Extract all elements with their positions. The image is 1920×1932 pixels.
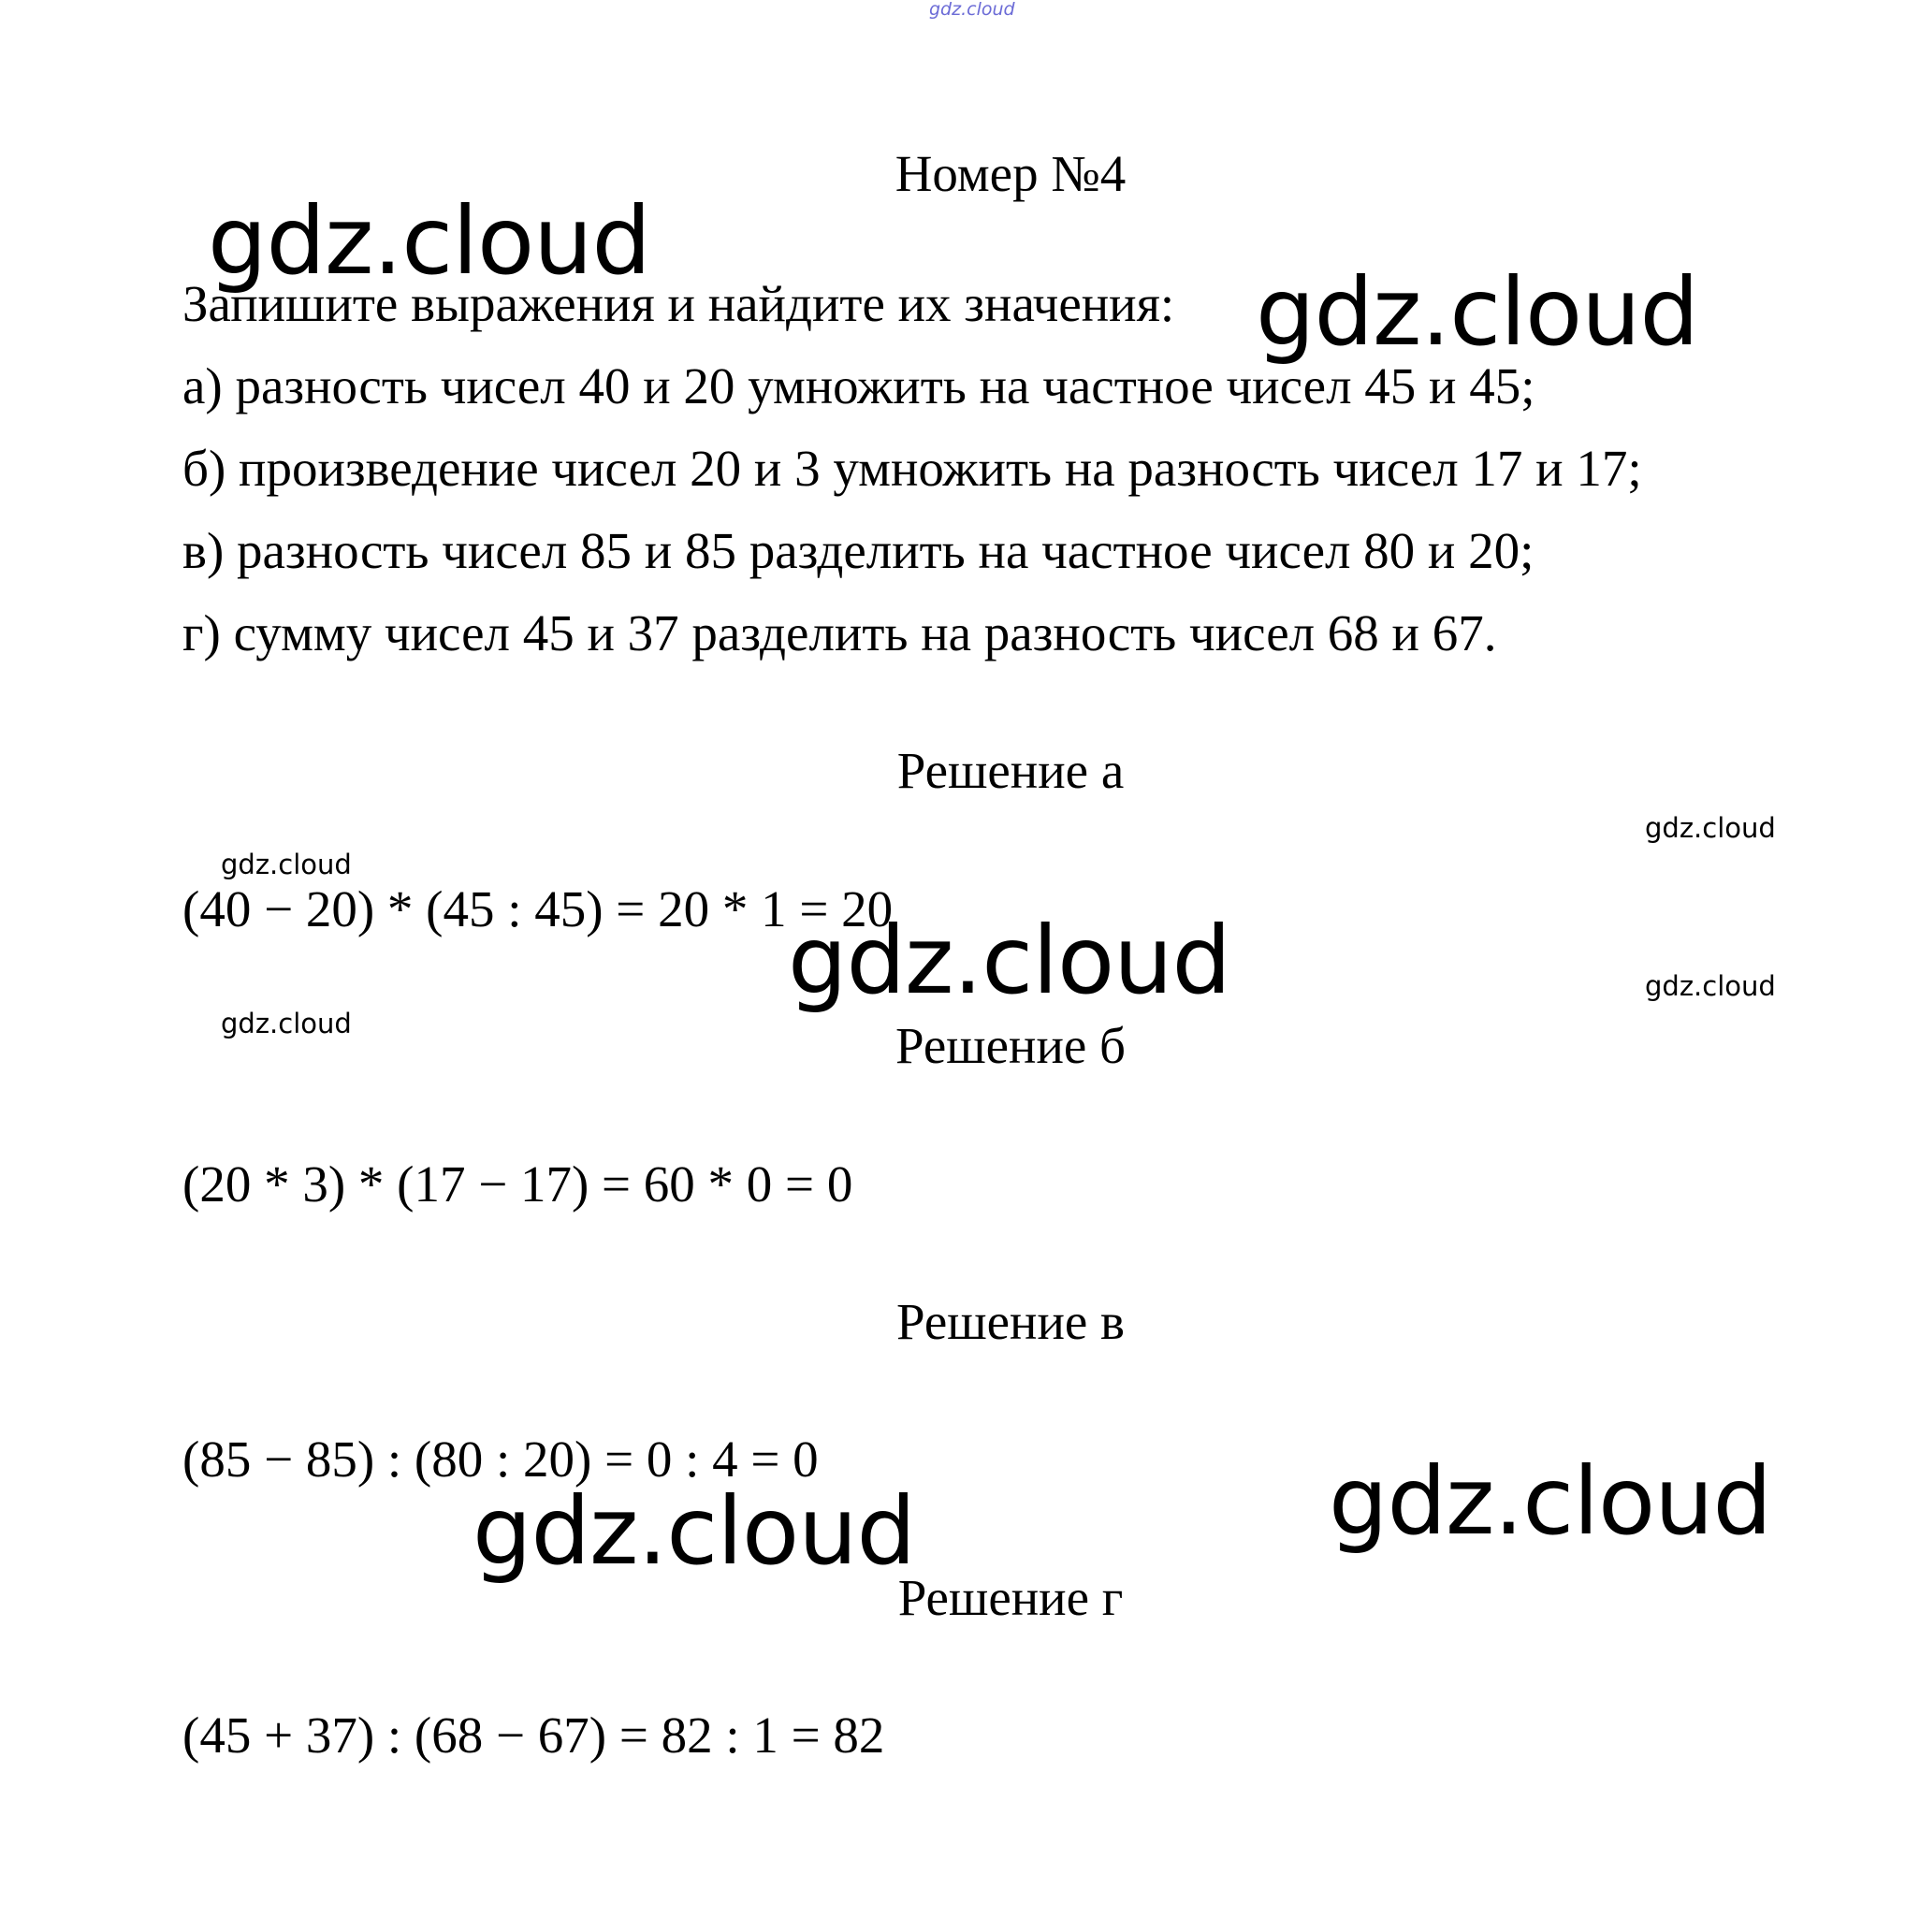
watermark-logo: gdz.cloud [1256, 257, 1699, 367]
solution-expression-b: (20 * 3) * (17 − 17) = 60 * 0 = 0 [182, 1155, 853, 1213]
task-item-b: б) произведение чисел 20 и 3 умножить на разность чисел 17 и 17; [182, 440, 1642, 497]
task-item-v: в) разность чисел 85 и 85 разделить на частное чисел 80 и 20; [182, 522, 1535, 579]
solution-expression-v: (85 − 85) : (80 : 20) = 0 : 4 = 0 [182, 1431, 819, 1488]
watermark-logo: gdz.cloud [208, 186, 651, 296]
solution-expression-g: (45 + 37) : (68 − 67) = 82 : 1 = 82 [182, 1707, 885, 1764]
task-intro: Запишите выражения и найдите их значения: [182, 275, 1175, 332]
watermark-top-link[interactable]: gdz.cloud [929, 0, 1015, 20]
watermark-logo: gdz.cloud [1329, 1446, 1772, 1556]
watermark-logo: gdz.cloud [1645, 970, 1776, 1002]
page-title: Номер №4 [895, 145, 1127, 202]
task-item-g: г) сумму чисел 45 и 37 разделить на разность чисел 68 и 67. [182, 604, 1497, 661]
solution-heading-g: Решение г [897, 1569, 1124, 1626]
watermark-logo: gdz.cloud [1645, 812, 1776, 844]
solution-expression-a: (40 − 20) * (45 : 45) = 20 * 1 = 20 [182, 880, 894, 937]
watermark-logo: gdz.cloud [221, 1008, 352, 1039]
watermark-logo: gdz.cloud [221, 849, 352, 880]
solution-heading-v: Решение в [895, 1293, 1126, 1350]
task-item-a: а) разность чисел 40 и 20 умножить на частное чисел 45 и 45; [182, 357, 1535, 414]
watermark-logo: gdz.cloud [788, 906, 1231, 1015]
solution-heading-b: Решение б [895, 1017, 1127, 1074]
watermark-logo: gdz.cloud [473, 1476, 916, 1586]
solution-heading-a: Решение а [896, 742, 1125, 799]
